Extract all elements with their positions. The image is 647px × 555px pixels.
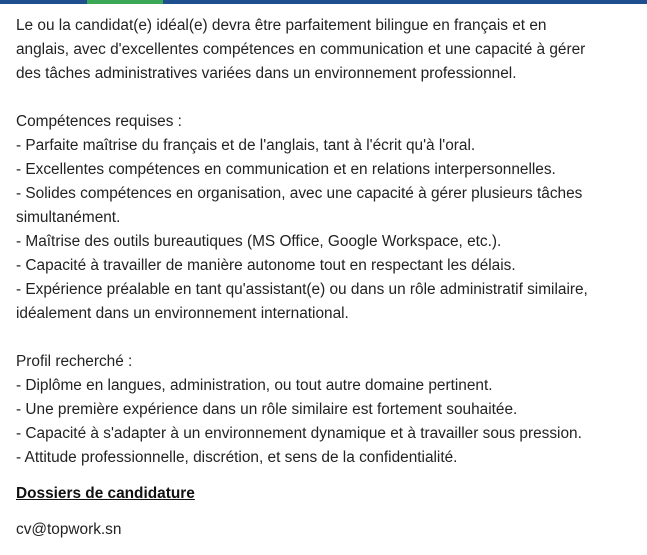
skill-line: - Parfaite maîtrise du français et de l'anglais, tant à l'écrit qu'à l'oral.	[16, 137, 476, 154]
top-navigation-bar	[0, 0, 647, 4]
profile-line: - Une première expérience dans un rôle similaire est fortement souhaitée.	[16, 401, 518, 418]
intro-line: Le ou la candidat(e) idéal(e) devra être parfaitement bilingue en français et en	[16, 17, 547, 34]
application-section	[16, 482, 641, 542]
intro-line: anglais, avec d'excellentes compétences en communication et une capacité à gérer	[16, 41, 586, 58]
profile-heading: Profil recherché :	[16, 353, 133, 370]
application-email[interactable]: cv@topwork.sn	[16, 521, 122, 538]
profile-line: - Diplôme en langues, administration, ou tout autre domaine pertinent.	[16, 377, 493, 394]
intro-paragraph	[16, 14, 641, 86]
application-heading: Dossiers de candidature	[16, 485, 195, 502]
skill-line: - Expérience préalable en tant qu'assistant(e) ou dans un rôle administratif similaire,	[16, 281, 588, 298]
job-description	[16, 14, 641, 542]
profile-line: - Attitude professionnelle, discrétion, et sens de la confidentialité.	[16, 449, 458, 466]
skills-heading: Compétences requises :	[16, 113, 182, 130]
active-tab-indicator	[87, 0, 163, 4]
skill-line: idéalement dans un environnement international.	[16, 305, 349, 322]
skill-line: - Capacité à travailler de manière autonome tout en respectant les délais.	[16, 257, 516, 274]
skill-line: - Solides compétences en organisation, avec une capacité à gérer plusieurs tâches	[16, 185, 583, 202]
skill-line: simultanément.	[16, 209, 121, 226]
skill-line: - Maîtrise des outils bureautiques (MS Office, Google Workspace, etc.).	[16, 233, 502, 250]
profile-section	[16, 350, 641, 470]
intro-line: des tâches administratives variées dans un environnement professionnel.	[16, 65, 517, 82]
skill-line: - Excellentes compétences en communication et en relations interpersonnelles.	[16, 161, 556, 178]
profile-line: - Capacité à s'adapter à un environnement dynamique et à travailler sous pression.	[16, 425, 582, 442]
skills-section	[16, 110, 641, 326]
